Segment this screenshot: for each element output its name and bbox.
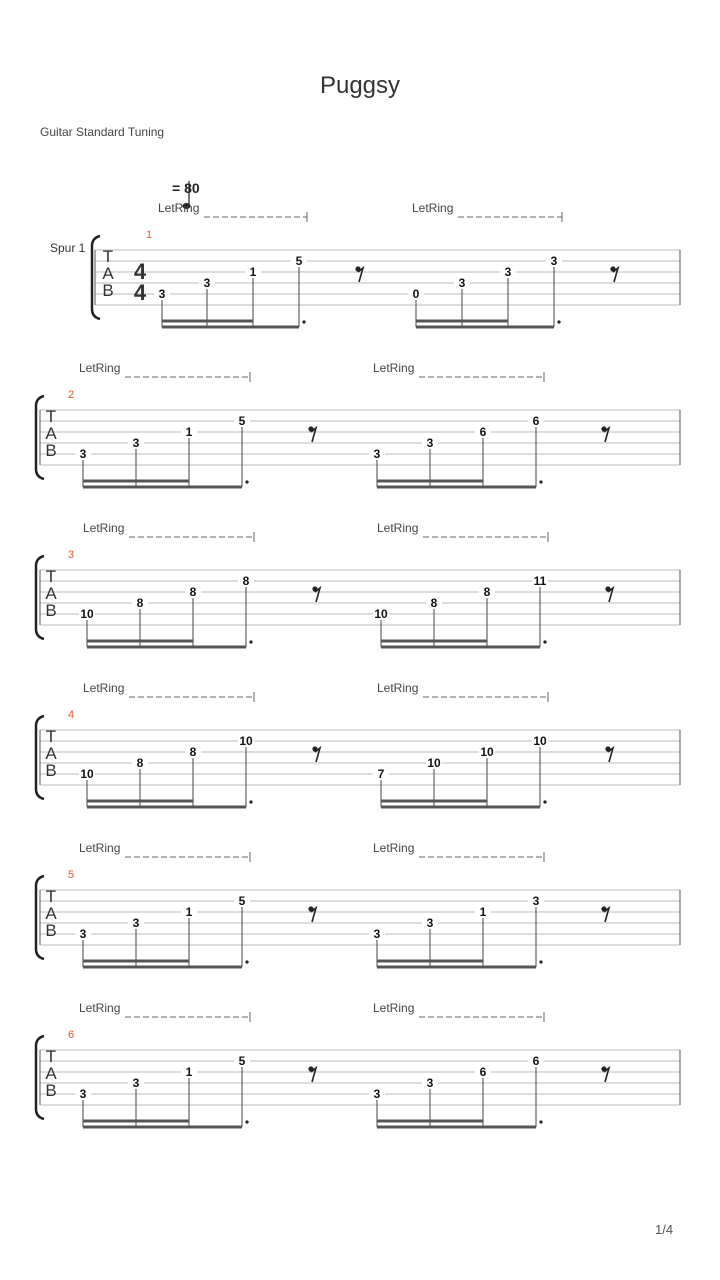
fret-number: 8 [189, 745, 197, 759]
fret-number: 3 [426, 1076, 434, 1090]
tab-clef-letter: T [102, 247, 114, 266]
fret-number: 3 [373, 927, 381, 941]
let-ring-label: LetRing [377, 681, 419, 695]
dotted-note-dot [539, 960, 542, 963]
tab-clef-letter: A [45, 584, 57, 603]
tab-clef-letter: B [45, 1081, 57, 1100]
fret-number: 8 [483, 585, 491, 599]
fret-number: 3 [132, 436, 140, 450]
tab-clef-letter: A [45, 744, 57, 763]
measure-number: 4 [68, 709, 75, 721]
fret-number: 3 [158, 287, 166, 301]
fret-number: 6 [479, 425, 487, 439]
fret-number: 1 [185, 1065, 193, 1079]
tempo-marking: = 80 [172, 180, 200, 196]
let-ring-label: LetRing [373, 841, 415, 855]
dotted-note-dot [245, 960, 248, 963]
fret-number: 3 [79, 1087, 87, 1101]
fret-number: 10 [80, 607, 94, 621]
page-number: 1/4 [655, 1222, 674, 1237]
fret-number: 3 [426, 916, 434, 930]
dotted-note-dot [245, 480, 248, 483]
tab-clef-letter: B [45, 921, 57, 940]
fret-number: 6 [532, 414, 540, 428]
let-ring-label: LetRing [373, 361, 415, 375]
tab-clef-letter: B [102, 281, 114, 300]
fret-number: 8 [189, 585, 197, 599]
fret-number: 3 [203, 276, 211, 290]
tab-clef-letter: T [45, 727, 57, 746]
fret-number: 10 [480, 745, 494, 759]
fret-number: 3 [550, 254, 558, 268]
let-ring-label: LetRing [79, 841, 121, 855]
tab-clef-letter: A [102, 264, 114, 283]
measure-number: 6 [68, 1029, 75, 1041]
dotted-note-dot [557, 320, 560, 323]
fret-number: 10 [374, 607, 388, 621]
tab-clef-letter: A [45, 1064, 57, 1083]
measure-number: 1 [146, 229, 153, 241]
fret-number: 6 [479, 1065, 487, 1079]
fret-number: 8 [136, 756, 144, 770]
fret-number: 10 [80, 767, 94, 781]
dotted-note-dot [245, 1120, 248, 1123]
fret-number: 10 [239, 734, 253, 748]
measure-number: 5 [68, 869, 75, 881]
fret-number: 5 [238, 1054, 246, 1068]
track-name: Spur 1 [50, 241, 86, 255]
tab-clef-letter: B [45, 601, 57, 620]
fret-number: 3 [504, 265, 512, 279]
fret-number: 8 [242, 574, 250, 588]
time-signature-denominator: 4 [133, 280, 147, 305]
let-ring-label: LetRing [83, 681, 125, 695]
dotted-note-dot [543, 800, 546, 803]
fret-number: 6 [532, 1054, 540, 1068]
dotted-note-dot [543, 640, 546, 643]
dotted-note-dot [249, 800, 252, 803]
fret-number: 3 [373, 447, 381, 461]
fret-number: 5 [238, 894, 246, 908]
fret-number: 3 [132, 916, 140, 930]
fret-number: 8 [136, 596, 144, 610]
fret-number: 3 [373, 1087, 381, 1101]
fret-number: 3 [79, 447, 87, 461]
fret-number: 7 [377, 767, 385, 781]
let-ring-label: LetRing [83, 521, 125, 535]
fret-number: 1 [249, 265, 257, 279]
measure-number: 2 [68, 389, 75, 401]
fret-number: 1 [185, 425, 193, 439]
time-signature-numerator: 4 [133, 259, 147, 284]
fret-number: 1 [479, 905, 487, 919]
fret-number: 8 [430, 596, 438, 610]
tab-clef-letter: B [45, 761, 57, 780]
tab-clef-letter: T [45, 407, 57, 426]
fret-number: 0 [412, 287, 420, 301]
dotted-note-dot [539, 1120, 542, 1123]
fret-number: 5 [295, 254, 303, 268]
fret-number: 3 [458, 276, 466, 290]
let-ring-label: LetRing [373, 1001, 415, 1015]
fret-number: 3 [132, 1076, 140, 1090]
tab-clef-letter: A [45, 424, 57, 443]
fret-number: 3 [426, 436, 434, 450]
let-ring-label: LetRing [377, 521, 419, 535]
fret-number: 3 [532, 894, 540, 908]
let-ring-label: LetRing [158, 201, 200, 215]
let-ring-label: LetRing [79, 361, 121, 375]
let-ring-label: LetRing [79, 1001, 121, 1015]
tab-clef-letter: T [45, 1047, 57, 1066]
dotted-note-dot [302, 320, 305, 323]
tab-clef-letter: A [45, 904, 57, 923]
dotted-note-dot [249, 640, 252, 643]
fret-number: 3 [79, 927, 87, 941]
fret-number: 1 [185, 905, 193, 919]
tab-clef-letter: B [45, 441, 57, 460]
fret-number: 5 [238, 414, 246, 428]
measure-number: 3 [68, 549, 75, 561]
let-ring-label: LetRing [412, 201, 454, 215]
system-bracket [92, 236, 100, 319]
fret-number: 10 [533, 734, 547, 748]
fret-number: 10 [427, 756, 441, 770]
fret-number: 11 [533, 574, 547, 588]
tab-clef-letter: T [45, 567, 57, 586]
tab-clef-letter: T [45, 887, 57, 906]
tuning-label: Guitar Standard Tuning [40, 125, 165, 139]
dotted-note-dot [539, 480, 542, 483]
song-title: Puggsy [319, 72, 401, 99]
